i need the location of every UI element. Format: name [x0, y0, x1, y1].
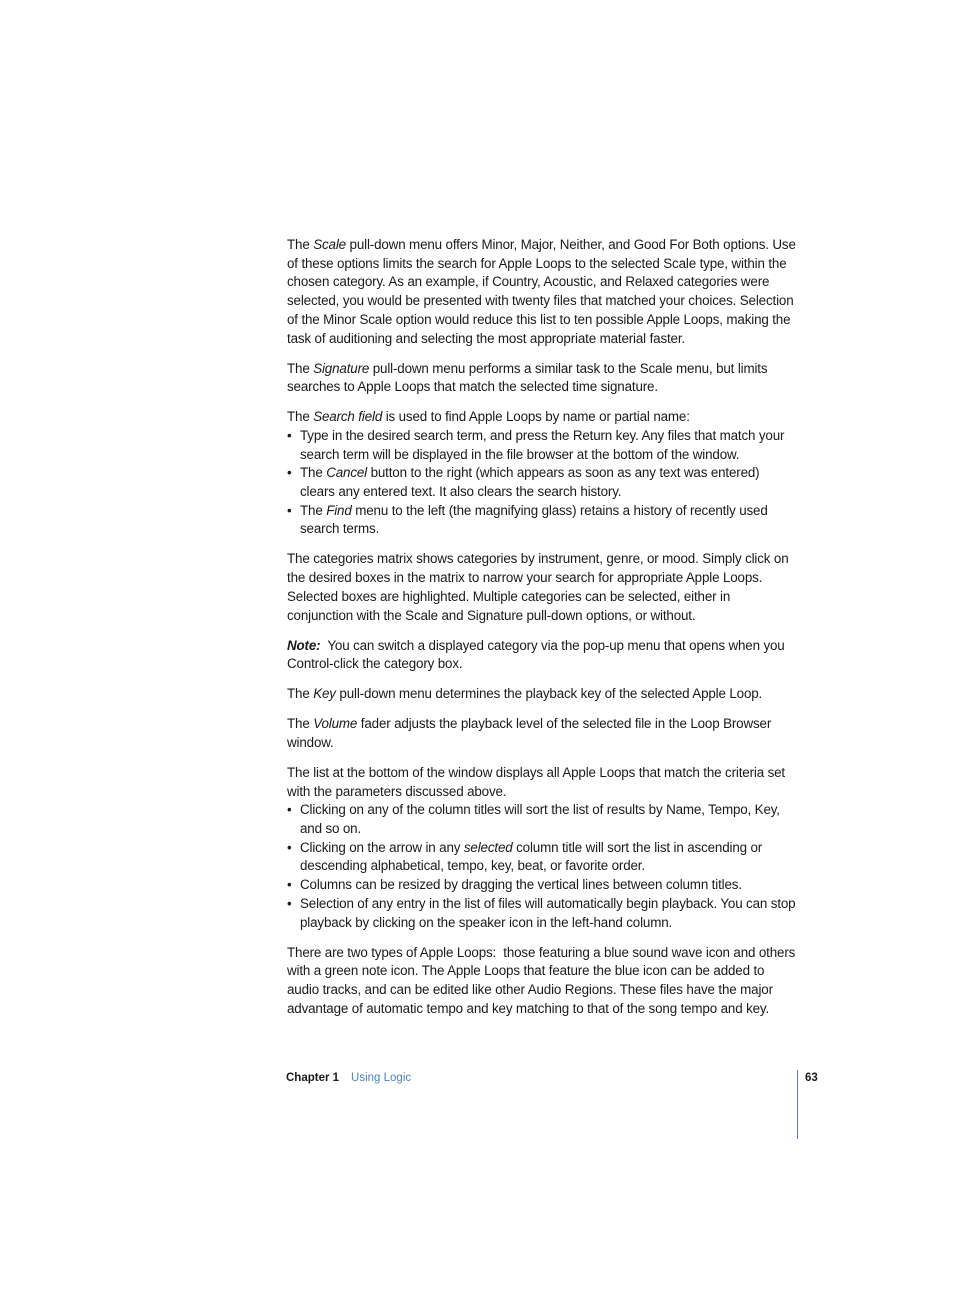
- list-item: [287, 464, 797, 501]
- text: The: [287, 409, 314, 425]
- note-paragraph: [287, 637, 797, 674]
- term-find: Find: [326, 502, 352, 518]
- text: fader adjusts the playback level of the selected file in the Loop Browser window.: [287, 716, 772, 750]
- footer-rule: [797, 1070, 798, 1139]
- categories-paragraph: The categories matrix shows categories by instrument, genre, or mood. Simply click on the desired boxes in the matrix to narrow your search for appropriate Apple Loops. Selected boxes are highlighted. Multiple categories can be selected, either in conjunction with the Scale and Signature pull-down options, or without.: [287, 551, 789, 623]
- search-bullet-list: [287, 427, 797, 539]
- list-item: [287, 427, 797, 464]
- search-paragraph: [287, 408, 797, 427]
- types-paragraph: There are two types of Apple Loops: those featuring a blue sound wave icon and others with a green note icon. The Apple Loops that feature the blue icon can be added to audio tracks, and can be edited like other Audio Regions. These files have the major advantage of automatic tempo and key matching to that of the song tempo and key.: [287, 944, 799, 1016]
- text: Clicking on any of the column titles will sort the list of results by Name, Tempo, Key, and so on.: [300, 802, 780, 837]
- text: pull-down menu determines the playback key of the selected Apple Loop.: [335, 686, 763, 702]
- chapter-label: Chapter 1: [286, 1072, 340, 1084]
- page-body: [287, 236, 797, 1030]
- text: Selection of any entry in the list of files will automatically begin playback. You can stop playback by clicking on the speaker icon in the left-hand column.: [300, 895, 796, 930]
- volume-paragraph: [287, 715, 797, 752]
- text: button to the right (which appears as soon as any text was entered) clears any entered text. It also clears the search history.: [300, 465, 760, 500]
- term-cancel: Cancel: [326, 465, 367, 481]
- text: column title will sort the list in ascending or descending alphabetical, tempo, key, beat, or favorite order.: [300, 839, 763, 874]
- text: The: [300, 502, 327, 518]
- text: The: [287, 686, 314, 702]
- term-scale: Scale: [313, 237, 346, 252]
- term-search-field: Search field: [313, 409, 383, 425]
- text: Type in the desired search term, and press the Return key. Any files that match your search term will be displayed in the file browser at the bottom of the window.: [300, 427, 785, 462]
- text: The: [287, 716, 314, 732]
- text: pull-down menu performs a similar task to the Scale menu, but limits searches to Apple Loops that match the selected time signature.: [287, 360, 768, 395]
- text: pull-down menu offers Minor, Major, Neither, and Good For Both options. Use of these options limits the search for Apple Loops to the selected Scale type, within the chosen category. As an example, if Country, Acoustic, and Relaxed categories were selected, you would be presented with twenty files that matched your choices. Selection of the Minor Scale option would reduce this list to ten possible Apple Loops, making the task of auditioning and selecting the most appropriate material faster.: [287, 237, 796, 346]
- text: is used to find Apple Loops by name or partial name:: [382, 409, 690, 425]
- term-volume: Volume: [313, 716, 358, 732]
- term-key: Key: [313, 686, 336, 702]
- signature-paragraph: [287, 360, 797, 397]
- text: The: [287, 237, 314, 252]
- list-item: [287, 801, 797, 838]
- page-footer: [286, 1069, 411, 1087]
- scale-paragraph: [287, 236, 797, 348]
- list-bullet-list: [287, 801, 797, 932]
- list-item: [287, 839, 797, 876]
- text: The: [287, 360, 314, 376]
- text: Columns can be resized by dragging the vertical lines between column titles.: [300, 877, 742, 893]
- text: menu to the left (the magnifying glass) retains a history of recently used search terms.: [300, 502, 768, 537]
- chapter-title-link[interactable]: Using Logic: [351, 1072, 412, 1084]
- page-number: 63: [805, 1072, 818, 1084]
- note-label: Note:: [287, 637, 321, 653]
- list-item: [287, 895, 797, 932]
- term-signature: Signature: [313, 360, 370, 376]
- list-paragraph: The list at the bottom of the window displays all Apple Loops that match the criteria set with the parameters discussed above.: [287, 764, 785, 799]
- list-item: [287, 876, 797, 895]
- term-selected: selected: [463, 839, 513, 855]
- text: Clicking on the arrow in any: [300, 839, 464, 855]
- key-paragraph: [287, 685, 797, 704]
- text: You can switch a displayed category via the pop-up menu that opens when you Control-click the category box.: [287, 637, 789, 672]
- list-item: [287, 502, 797, 539]
- text: The: [300, 465, 327, 481]
